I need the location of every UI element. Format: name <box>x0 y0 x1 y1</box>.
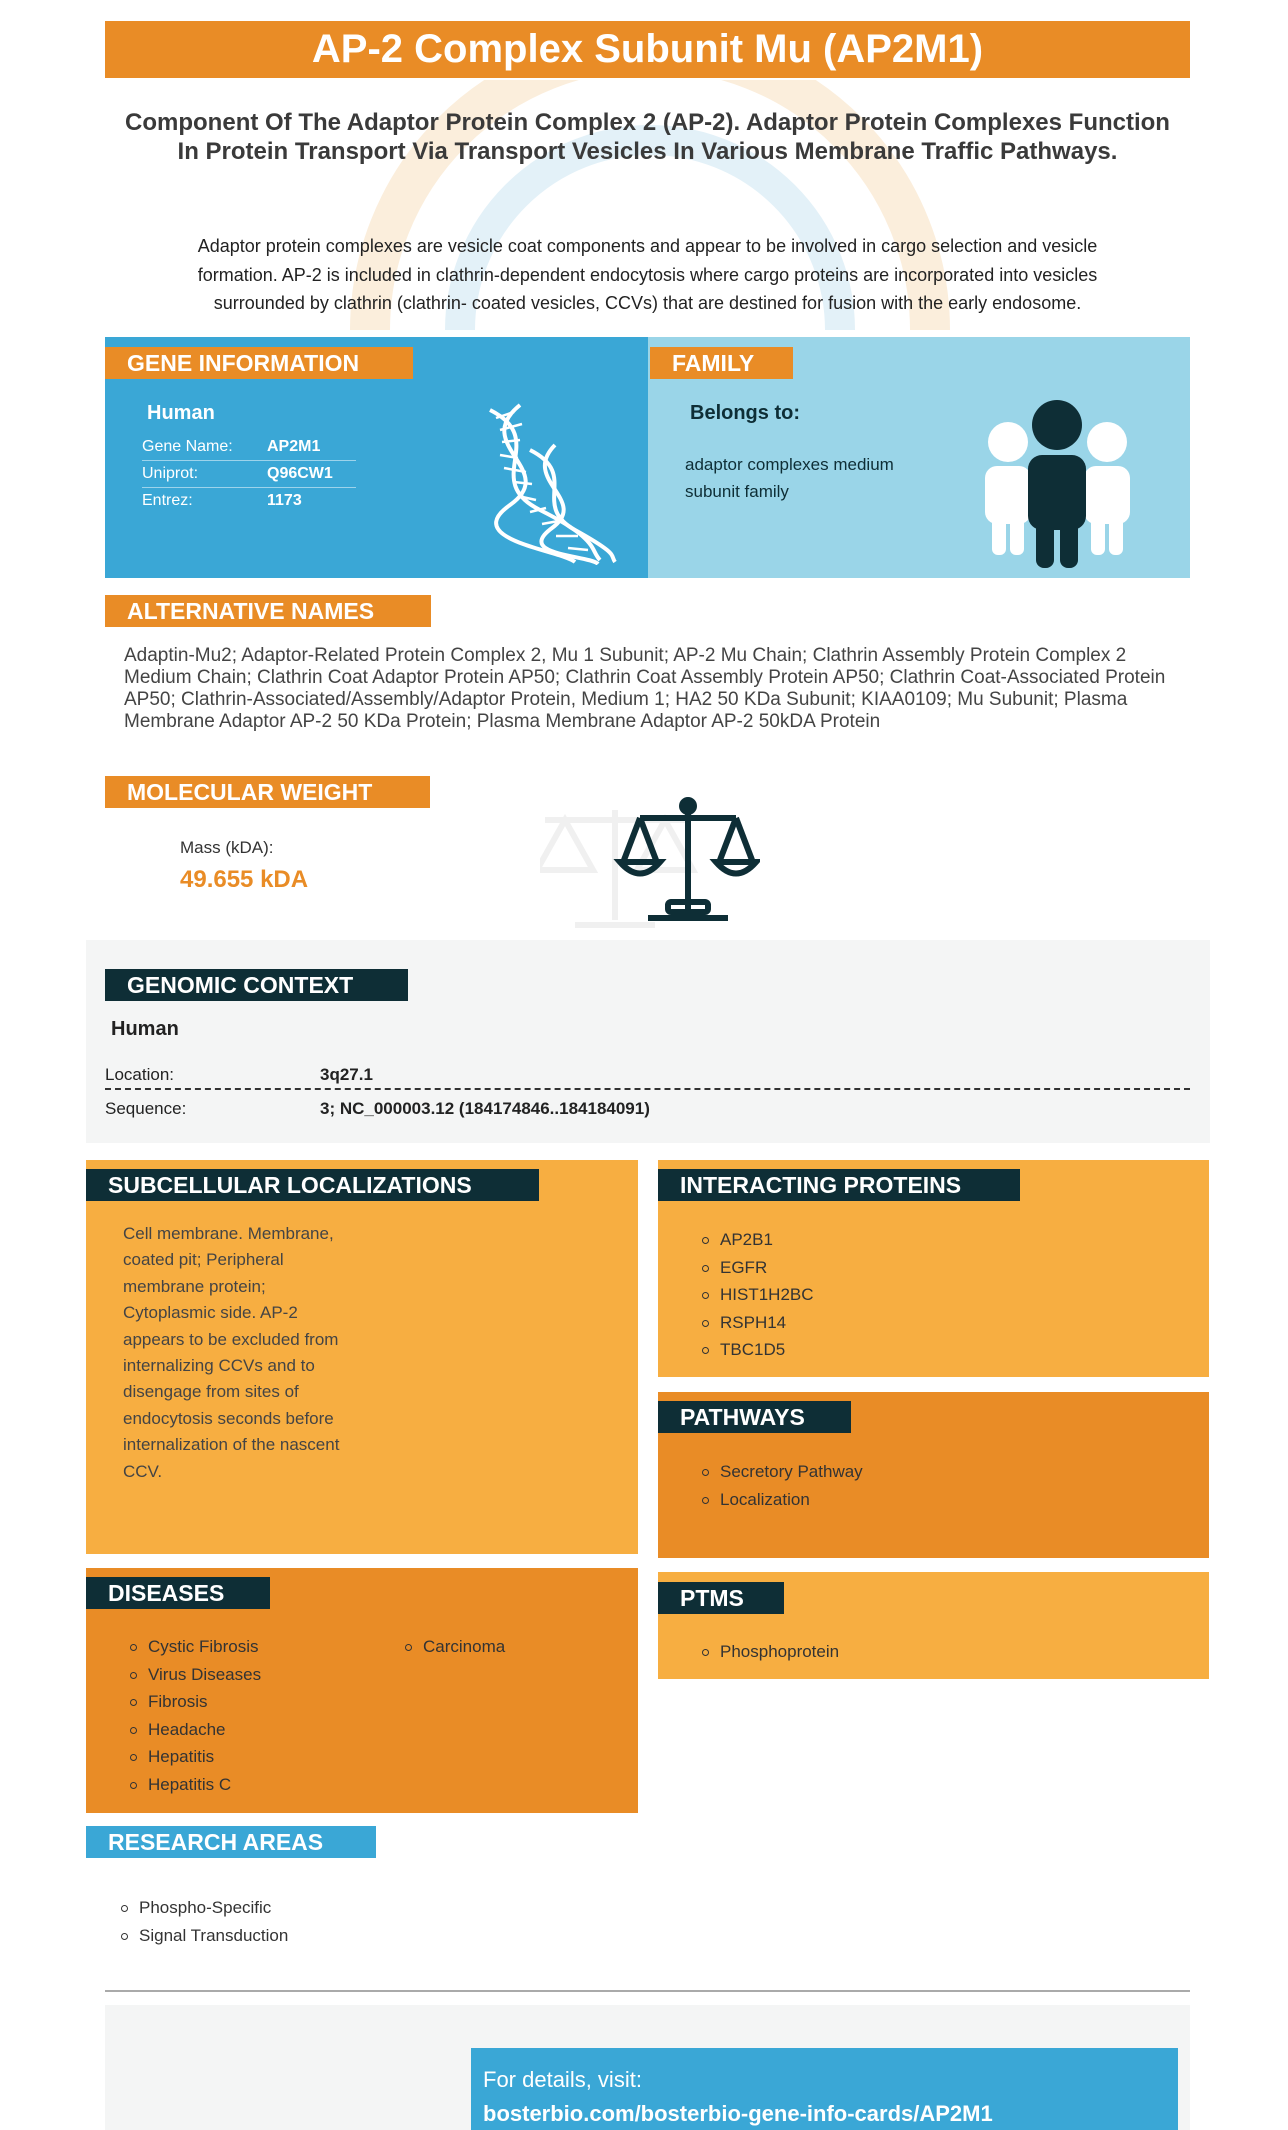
uniprot-row <box>142 461 356 488</box>
alternative-names-heading: ALTERNATIVE NAMES <box>105 595 431 627</box>
list-item: Signal Transduction <box>119 1922 288 1950</box>
molecular-weight-heading: MOLECULAR WEIGHT <box>105 776 430 808</box>
pathways-heading: PATHWAYS <box>658 1401 851 1433</box>
entrez-value: 1173 <box>267 492 302 509</box>
footer-label: For details, visit: <box>483 2067 642 2092</box>
diseases-list-column-2 <box>403 1633 505 1661</box>
interacting-proteins-heading: INTERACTING PROTEINS <box>658 1169 1020 1201</box>
genomic-context-heading: GENOMIC CONTEXT <box>105 969 408 1001</box>
family-belongs-label: Belongs to: <box>690 402 800 424</box>
list-item: Phospho-Specific <box>119 1894 288 1922</box>
uniprot-value: Q96CW1 <box>267 465 333 482</box>
details-link[interactable]: bosterbio.com/bosterbio-gene-info-cards/AP2M1 <box>483 2101 993 2126</box>
list-item: Phosphoprotein <box>700 1638 839 1666</box>
family-text: adaptor complexes medium subunit family <box>685 455 894 501</box>
gene-name-label: Gene Name: <box>142 438 233 455</box>
location-row <box>105 1057 1190 1090</box>
list-item: AP2B1 <box>700 1226 814 1254</box>
pathways-list <box>700 1458 863 1513</box>
interacting-proteins-list <box>700 1226 814 1364</box>
subcellular-heading: SUBCELLULAR LOCALIZATIONS <box>86 1169 539 1201</box>
summary-text: Adaptor protein complexes are vesicle coat components and appear to be involved in cargo selection and vesicle formation. AP-2 is included in clathrin-dependent endocytosis where cargo proteins are incorporated into vesicles surrounded by clathrin (clathrin- coated vesicles, CCVs) that are destined for fusion with the early endosome. <box>197 236 1098 313</box>
alternative-names-text: Adaptin-Mu2; Adaptor-Related Protein Complex 2, Mu 1 Subunit; AP-2 Mu Chain; Clathrin Assembly Protein Complex 2 Medium Chain; Clathrin Coat Adaptor Protein AP50; Clathrin Coat Assembly Protein AP50; Clathrin Coat-Associated Protein AP50; Clathrin-Associated/Assembly/Adaptor Protein, Medium 1; HA2 50 KDa Subunit; KIAA0109; Mu Subunit; Plasma Membrane Adaptor AP-2 50 KDa Protein; Plasma Membrane Adaptor AP-2 50kDA Protein <box>124 645 1166 732</box>
list-item: Cystic Fibrosis <box>128 1633 261 1661</box>
subcellular-text: Cell membrane. Membrane, coated pit; Peripheral membrane protein; Cytoplasmic side. AP-2 appears to be excluded from internalizing CCVs and to disengage from sites of endocytosis seconds before internalization of the nascent CCV. <box>123 1224 340 1481</box>
gene-name-value: AP2M1 <box>267 438 321 455</box>
location-value: 3q27.1 <box>320 1065 373 1084</box>
gene-species: Human <box>147 402 215 424</box>
list-item: TBC1D5 <box>700 1336 814 1364</box>
list-item: Fibrosis <box>128 1688 261 1716</box>
ptms-heading: PTMS <box>658 1582 784 1614</box>
list-item: Localization <box>700 1486 863 1514</box>
sequence-row <box>105 1091 1190 1124</box>
diseases-heading: DISEASES <box>86 1577 270 1609</box>
list-item: Hepatitis C <box>128 1771 261 1799</box>
list-item: Headache <box>128 1716 261 1744</box>
list-item: Hepatitis <box>128 1743 261 1771</box>
genomic-species: Human <box>111 1018 179 1040</box>
list-item: Secretory Pathway <box>700 1458 863 1486</box>
research-areas-heading: RESEARCH AREAS <box>86 1826 376 1858</box>
list-item: HIST1H2BC <box>700 1281 814 1309</box>
mass-value: 49.655 kDA <box>180 866 309 893</box>
list-item: RSPH14 <box>700 1309 814 1337</box>
sequence-value: 3; NC_000003.12 (184174846..184184091) <box>320 1099 650 1118</box>
diseases-list-column-1 <box>128 1633 261 1798</box>
divider <box>105 1990 1190 1992</box>
balance-scale-icon <box>540 780 760 940</box>
uniprot-label: Uniprot: <box>142 465 199 482</box>
page-title: AP-2 Complex Subunit Mu (AP2M1) <box>105 21 1190 78</box>
people-group-icon <box>980 400 1135 570</box>
list-item: Virus Diseases <box>128 1661 261 1689</box>
page-subtitle: Component Of The Adaptor Protein Complex 2 (AP-2). Adaptor Protein Complexes Function In Protein Transport Via Transport Vesicles In Various Membrane Traffic Pathways. <box>125 109 1170 165</box>
gene-information-heading: GENE INFORMATION <box>105 347 413 379</box>
research-areas-list <box>119 1894 288 1949</box>
entrez-label: Entrez: <box>142 492 193 509</box>
family-heading: FAMILY <box>650 347 793 379</box>
list-item: EGFR <box>700 1254 814 1282</box>
dna-icon <box>470 400 620 565</box>
sequence-label: Sequence: <box>105 1099 187 1118</box>
list-item: Carcinoma <box>403 1633 505 1661</box>
entrez-row <box>142 488 356 515</box>
gene-name-row <box>142 434 356 461</box>
location-label: Location: <box>105 1065 174 1084</box>
ptms-list <box>700 1638 839 1666</box>
mass-label: Mass (kDA): <box>180 838 274 857</box>
